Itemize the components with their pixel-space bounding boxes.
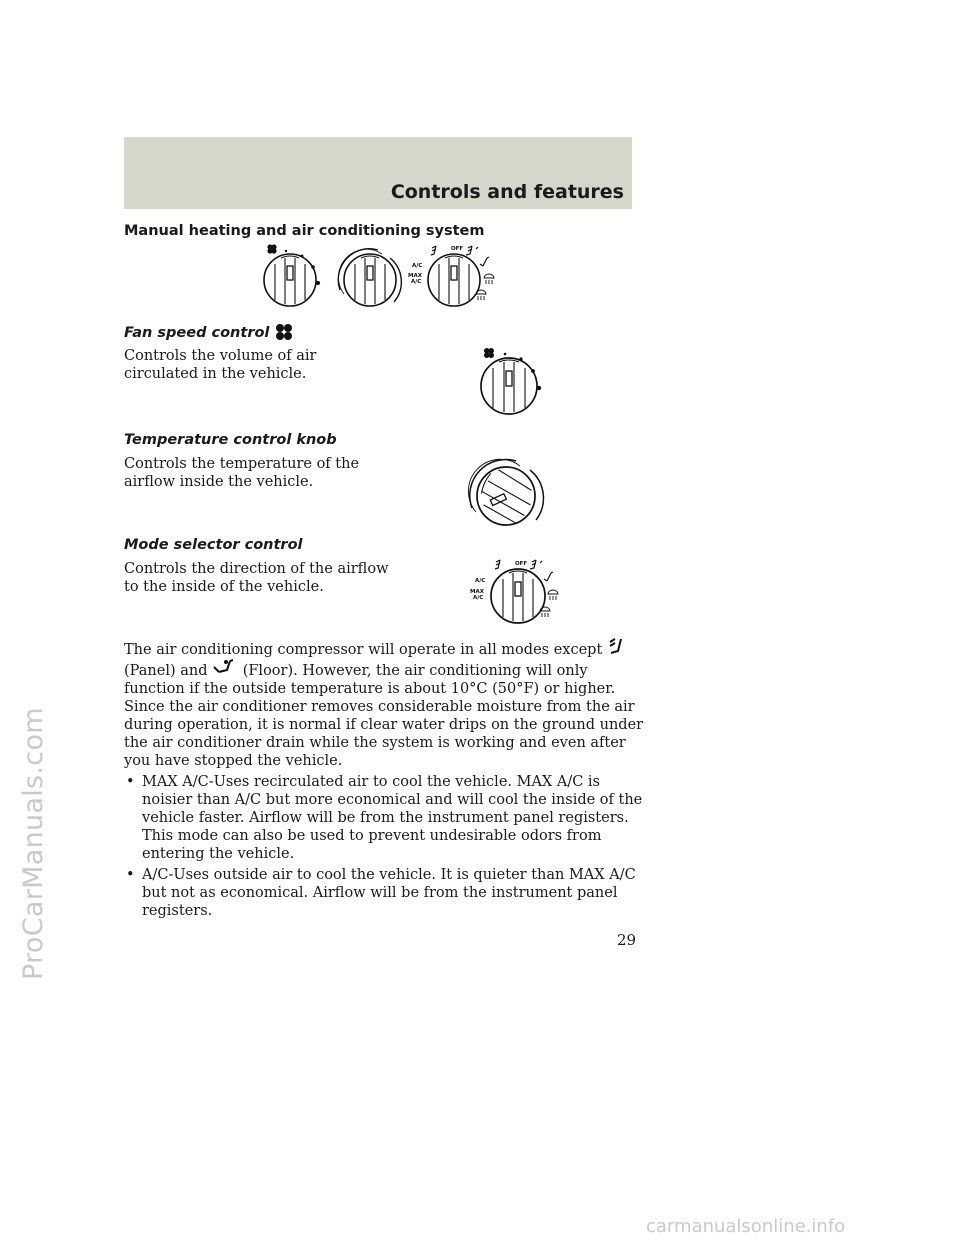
compressor-text-2: (Panel) and xyxy=(124,663,208,679)
bottom-watermark: carmanualsonline.info xyxy=(646,1216,846,1237)
fan-speed-description: Controls the volume of air circulated in the vehicle. xyxy=(124,348,317,382)
floor-vent-icon xyxy=(480,257,489,266)
floor-defrost-icon xyxy=(548,590,558,600)
temperature-heading: Temperature control knob xyxy=(124,432,337,448)
bullet-dot: • xyxy=(126,774,135,790)
bullet-text: MAX A/C-Uses recirculated air to cool the vehicle. MAX A/C is noisier than A/C but more economical and will cool the inside of the vehicle faster. Airflow will be from the instrument panel registers. This mode can also be used to prevent undesirable odors from entering the vehicle. xyxy=(142,774,643,862)
panel-vent-icon xyxy=(607,638,627,656)
list-item xyxy=(124,773,644,863)
max-label: MAX xyxy=(408,273,422,279)
off-label: OFF xyxy=(515,561,528,567)
compressor-paragraph xyxy=(124,638,644,698)
max-sub-label: A/C xyxy=(411,279,422,285)
floor-vent-icon xyxy=(544,572,553,581)
temperature-dial-illustration xyxy=(462,455,552,535)
compressor-text-3: (Floor). However, the air conditioning will only function if the outside temperature is about 10°C (50°F) or higher. xyxy=(124,663,616,697)
page-number: 29 xyxy=(617,931,637,949)
fan-dial-illustration xyxy=(476,346,546,416)
moisture-paragraph: Since the air conditioner removes considerable moisture from the air during operation, it is normal if clear water drips on the ground under the air conditioner drain while the system is working and even after you have stopped the vehicle. xyxy=(124,699,644,769)
panel-vent-icon xyxy=(495,560,500,569)
ac-label: A/C xyxy=(475,578,486,584)
list-item xyxy=(124,866,644,920)
mode-dial-illustration xyxy=(408,246,494,306)
compressor-text-1: The air conditioning compressor will operate in all modes except xyxy=(124,642,603,658)
fan-icon xyxy=(267,244,276,253)
floor-defrost-icon xyxy=(484,274,494,284)
fan-icon xyxy=(484,348,494,358)
section-header-band xyxy=(124,137,632,209)
fan-speed-heading xyxy=(124,323,294,341)
fan-dial-illustration xyxy=(264,244,320,306)
bilevel-vent-icon xyxy=(530,560,542,569)
off-label: OFF xyxy=(451,246,464,252)
section-title: Controls and features xyxy=(390,181,624,203)
temperature-dial-illustration xyxy=(338,249,401,306)
fan-speed-title: Fan speed control xyxy=(124,325,270,341)
fan-icon xyxy=(274,323,294,341)
max-sub-label: A/C xyxy=(473,595,484,601)
bullet-dot: • xyxy=(126,867,135,883)
ac-label: A/C xyxy=(412,263,423,269)
mode-dial-illustration xyxy=(468,556,568,626)
panel-vent-icon xyxy=(431,246,436,255)
page-heading: Manual heating and air conditioning system xyxy=(124,223,485,239)
mode-description: Controls the direction of the airflow to the inside of the vehicle. xyxy=(124,561,389,595)
bullet-text: A/C-Uses outside air to cool the vehicle. It is quieter than MAX A/C but not as economical. Airflow will be from the instrument panel registers. xyxy=(142,867,636,919)
controls-overview-illustration xyxy=(258,240,518,312)
side-watermark: ProCarManuals.com xyxy=(18,707,49,980)
mode-heading: Mode selector control xyxy=(124,537,303,553)
floor-vent-icon xyxy=(212,659,238,677)
max-label: MAX xyxy=(470,589,484,595)
bilevel-vent-icon xyxy=(466,246,478,255)
temperature-description: Controls the temperature of the airflow inside the vehicle. xyxy=(124,456,360,490)
